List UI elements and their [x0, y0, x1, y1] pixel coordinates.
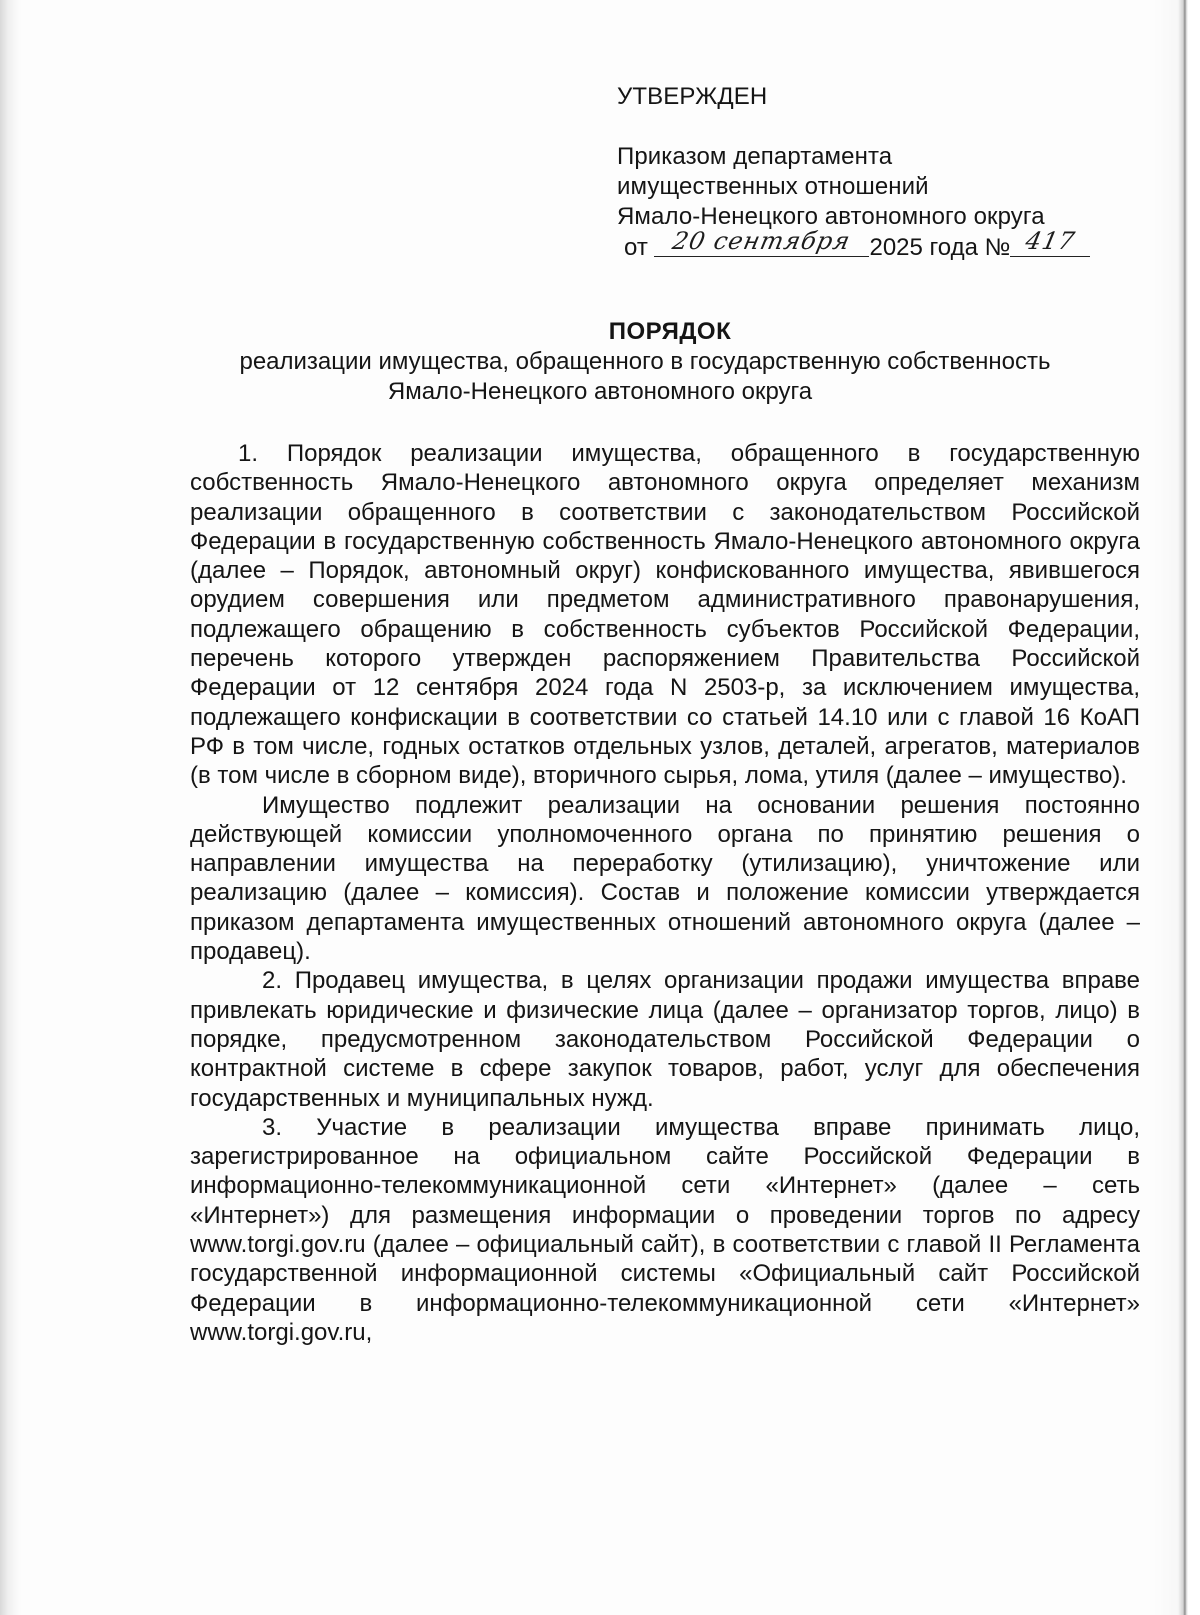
title-sub-line: Ямало-Ненецкого автономного округа — [387, 378, 813, 405]
scan-edge-right — [1154, 0, 1200, 1615]
approved-heading: УТВЕРЖДЕН — [617, 83, 768, 110]
order-year-text: 2025 года № — [869, 234, 1011, 261]
order-prefix: от — [624, 234, 648, 261]
paragraph-1-continued: Имущество подлежит реализации на основании решения постоянно действующей комиссии уполномоченного органа по принятию решения о направлении имущества на переработку (утилизацию), уничтожение или реализацию (далее – комиссия). Состав и положение комиссии утверждается приказом департамента имущественных отношений автономного округа (далее – продавец). — [190, 791, 1140, 966]
title-sub-line: реализации имущества, обращенного в государственную собственность — [239, 348, 1051, 375]
paragraph-2: 2. Продавец имущества, в целях организации продажи имущества вправе привлекать юридические и физические лица (далее – организатор торгов, лицо) в порядке, предусмотренном законодательством Российской Федерации о контрактной системе в сфере закупок товаров, работ, услуг для обеспечения государственных и муниципальных нужд. — [190, 967, 1140, 1112]
title-main: ПОРЯДОК — [608, 318, 732, 345]
order-date-line — [624, 227, 1090, 263]
paragraph-1: 1. Порядок реализации имущества, обращенного в государственную собственность Ямало-Ненецкого автономного округа определяет механизм реализации обращенного в соответствии с законодательством Российской Федерации в государственную собственность Ямало-Ненецкого автономного округа (далее – Порядок, автономный округ) конфискованного имущества, явившегося орудием совершения или предметом административного правонарушения, подлежащего обращению в собственность субъектов Российской Федерации, перечень которого утвержден распоряжением Правительства Российской Федерации от 12 сентября 2024 года N 2503-р, за исключением имущества, подлежащего конфискации в соответствии со статьей 14.10 или с главой 16 КоАП РФ в том числе, годных остатков отдельных узлов, деталей, агрегатов, материалов (в том числе в сборном виде), вторичного сырья, лома, утиля (далее – имущество). — [190, 440, 1140, 790]
approval-line: Ямало-Ненецкого автономного округа — [617, 203, 1045, 230]
approval-line: Приказом департамента — [617, 143, 893, 170]
order-date-field — [654, 227, 869, 257]
order-number-field — [1010, 227, 1090, 257]
document-body — [190, 439, 1140, 1347]
approval-block — [617, 82, 1157, 232]
order-date-handwritten: 20 сентября — [670, 227, 854, 255]
scan-edge-left — [0, 0, 22, 1615]
approval-line: имущественных отношений — [617, 173, 929, 200]
paragraph-3: 3. Участие в реализации имущества вправе принимать лицо, зарегистрированное на официальном сайте Российской Федерации в информационно-телекоммуникационной сети «Интернет» (далее – сеть «Интернет») для размещения информации о проведении торгов по адресу www.torgi.gov.ru (далее – официальный сайт), в соответствии с главой II Регламента государственной информационной системы «Официальный сайт Российской Федерации в информационно-телекоммуникационной сети «Интернет» www.torgi.gov.ru, — [190, 1113, 1140, 1346]
document-title — [0, 317, 1200, 407]
order-number-handwritten: 417 — [1022, 227, 1078, 255]
